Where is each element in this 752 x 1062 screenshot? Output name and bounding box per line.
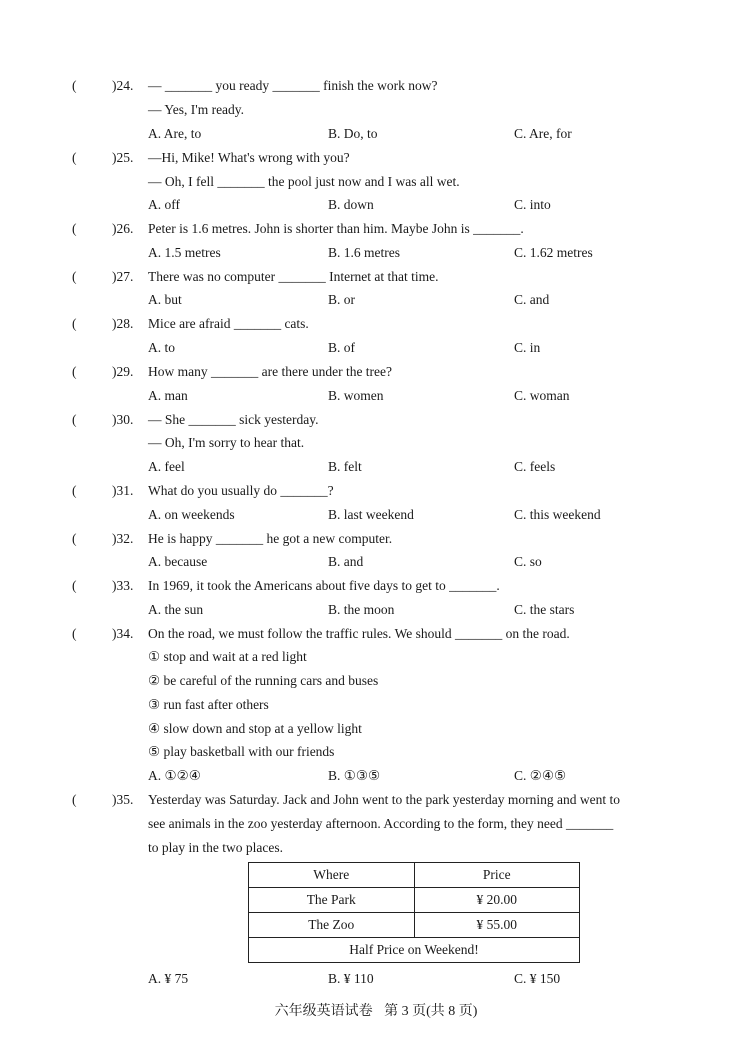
table-row <box>249 888 580 913</box>
option-b: B. of <box>328 340 355 355</box>
answer-paren-open: ( <box>72 269 77 284</box>
question-stem: What do you usually do _______? <box>148 483 334 498</box>
question-number: )35. <box>112 792 134 807</box>
option-a: A. but <box>148 292 182 307</box>
option-c: C. so <box>514 554 542 569</box>
option-c: C. the stars <box>514 602 575 617</box>
question-stem: — She _______ sick yesterday. <box>148 412 319 427</box>
answer-paren-open: ( <box>72 792 77 807</box>
answer-paren-open: ( <box>72 78 77 93</box>
question-stem: see animals in the zoo yesterday afternoon. According to the form, they need _______ <box>148 816 614 831</box>
option-a: A. because <box>148 554 208 569</box>
option-c: C. woman <box>514 388 570 403</box>
question-number: )28. <box>112 316 134 331</box>
option-a: A. on weekends <box>148 507 235 522</box>
question-stem: Yesterday was Saturday. Jack and John went to the park yesterday morning and went to <box>148 792 621 807</box>
option-a: A. ¥ 75 <box>148 971 189 986</box>
option-a: A. Are, to <box>148 126 202 141</box>
option-c: C. into <box>514 197 551 212</box>
question-number: )30. <box>112 412 134 427</box>
table-note: Half Price on Weekend! <box>249 938 580 963</box>
answer-paren-open: ( <box>72 578 77 593</box>
option-a: A. the sun <box>148 602 204 617</box>
question-number: )26. <box>112 221 134 236</box>
answer-paren-open: ( <box>72 626 77 641</box>
table-cell-place: The Zoo <box>249 913 415 938</box>
table-header-price: Price <box>414 863 580 888</box>
option-c: C. and <box>514 292 550 307</box>
question-number: )27. <box>112 269 134 284</box>
question-stem: On the road, we must follow the traffic rules. We should _______ on the road. <box>148 626 570 641</box>
option-a: A. feel <box>148 459 185 474</box>
option-a: A. 1.5 metres <box>148 245 221 260</box>
option-b: B. the moon <box>328 602 395 617</box>
option-b: B. ①③⑤ <box>328 768 381 783</box>
option-c: C. ¥ 150 <box>514 971 561 986</box>
question-stem: Mice are afraid _______ cats. <box>148 316 309 331</box>
statement-2: ② be careful of the running cars and buses <box>148 673 379 688</box>
footer-page-number: 第 3 页(共 8 页) <box>384 1004 478 1019</box>
statement-1: ① stop and wait at a red light <box>148 649 307 664</box>
question-number: )29. <box>112 364 134 379</box>
answer-paren-open: ( <box>72 150 77 165</box>
statement-5: ⑤ play basketball with our friends <box>148 744 335 759</box>
table-note-row <box>249 938 580 963</box>
option-b: B. felt <box>328 459 362 474</box>
question-stem: How many _______ are there under the tree? <box>148 364 393 379</box>
question-stem: There was no computer _______ Internet at that time. <box>148 269 439 284</box>
question-stem: —Hi, Mike! What's wrong with you? <box>148 150 350 165</box>
table-cell-place: The Park <box>249 888 415 913</box>
option-b: B. last weekend <box>328 507 414 522</box>
question-stem: Peter is 1.6 metres. John is shorter than him. Maybe John is _______. <box>148 221 524 236</box>
statement-4: ④ slow down and stop at a yellow light <box>148 721 362 736</box>
option-b: B. and <box>328 554 364 569</box>
table-header-where: Where <box>249 863 415 888</box>
question-number: )24. <box>112 78 134 93</box>
option-a: A. man <box>148 388 188 403</box>
answer-paren-open: ( <box>72 412 77 427</box>
question-number: )32. <box>112 531 134 546</box>
option-a: A. to <box>148 340 175 355</box>
page-footer <box>0 1000 752 1020</box>
question-stem: to play in the two places. <box>148 840 283 855</box>
price-table <box>248 862 580 963</box>
option-c: C. in <box>514 340 541 355</box>
answer-paren-open: ( <box>72 483 77 498</box>
answer-paren-open: ( <box>72 364 77 379</box>
question-stem: — Oh, I'm sorry to hear that. <box>148 435 305 450</box>
option-b: B. or <box>328 292 355 307</box>
option-c: C. 1.62 metres <box>514 245 593 260</box>
question-number: )25. <box>112 150 134 165</box>
option-c: C. ②④⑤ <box>514 768 567 783</box>
option-b: B. ¥ 110 <box>328 971 374 986</box>
question-number: )34. <box>112 626 134 641</box>
option-c: C. this weekend <box>514 507 601 522</box>
question-stem: — _______ you ready _______ finish the work now? <box>148 78 438 93</box>
table-cell-price: ¥ 55.00 <box>414 913 580 938</box>
option-a: A. off <box>148 197 180 212</box>
table-row <box>249 913 580 938</box>
answer-paren-open: ( <box>72 531 77 546</box>
table-header-row <box>249 863 580 888</box>
statement-3: ③ run fast after others <box>148 697 269 712</box>
answer-paren-open: ( <box>72 316 77 331</box>
option-b: B. Do, to <box>328 126 378 141</box>
footer-title: 六年级英语试卷 <box>274 1004 373 1019</box>
option-b: B. 1.6 metres <box>328 245 400 260</box>
option-a: A. ①②④ <box>148 768 201 783</box>
question-number: )31. <box>112 483 134 498</box>
option-c: C. Are, for <box>514 126 572 141</box>
option-b: B. down <box>328 197 374 212</box>
question-stem: — Oh, I fell _______ the pool just now and I was all wet. <box>148 174 460 189</box>
question-stem: He is happy _______ he got a new computer. <box>148 531 393 546</box>
answer-paren-open: ( <box>72 221 77 236</box>
question-number: )33. <box>112 578 134 593</box>
question-stem: In 1969, it took the Americans about five days to get to _______. <box>148 578 500 593</box>
table-cell-price: ¥ 20.00 <box>414 888 580 913</box>
question-stem: — Yes, I'm ready. <box>148 102 245 117</box>
option-c: C. feels <box>514 459 556 474</box>
option-b: B. women <box>328 388 384 403</box>
